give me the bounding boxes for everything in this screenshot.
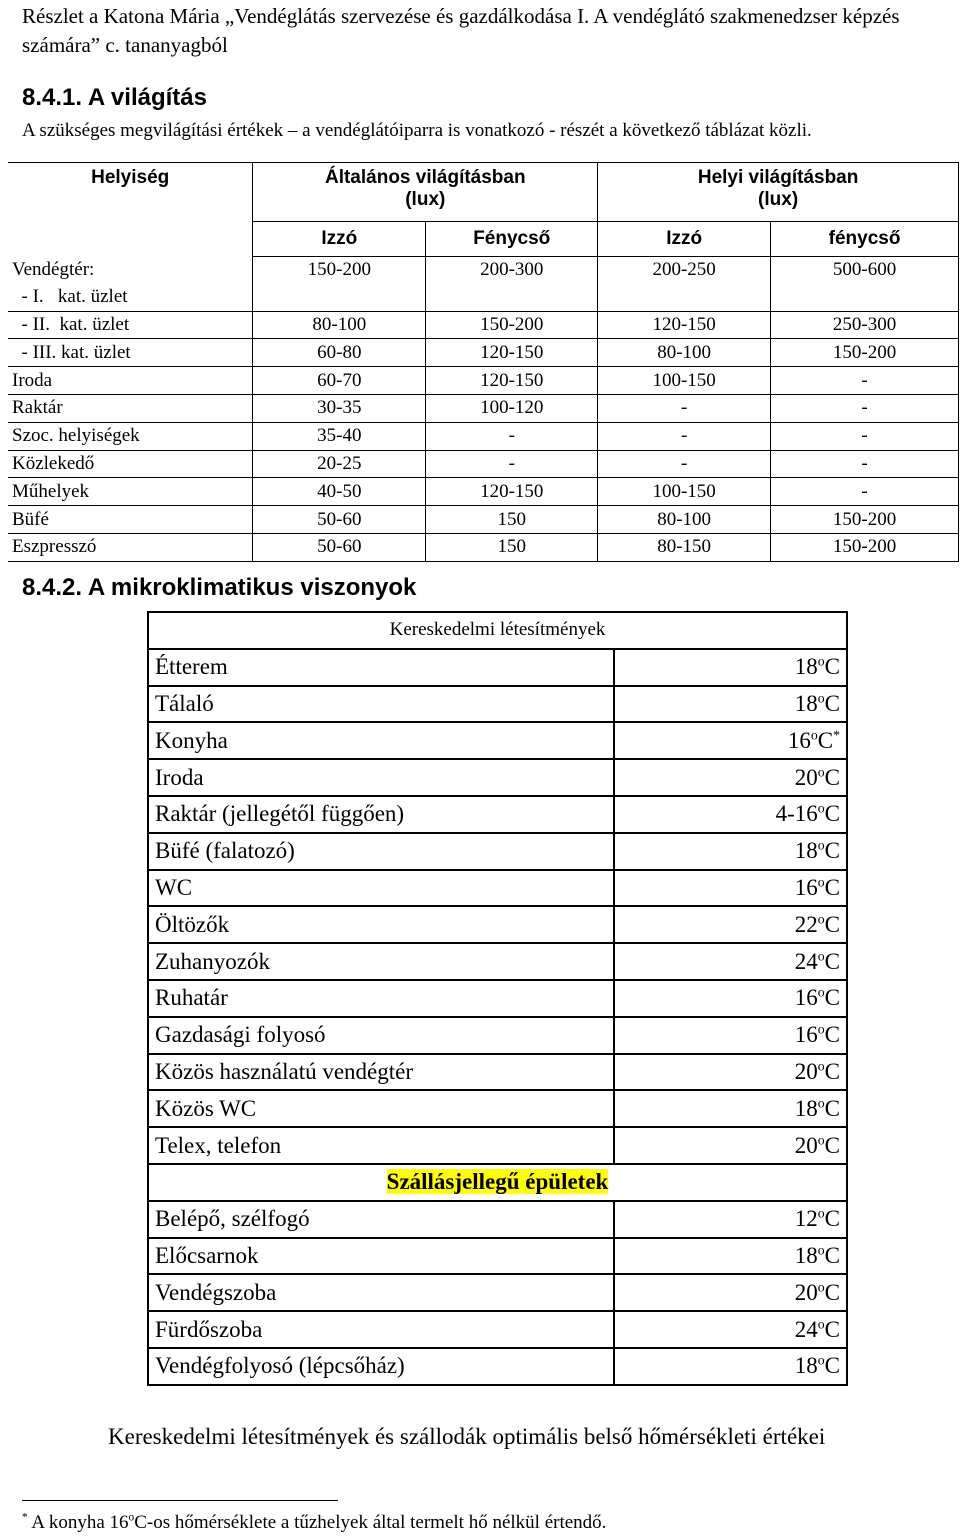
row-label: Eszpresszó (8, 533, 253, 561)
group-lodging-cell (148, 1164, 847, 1201)
value-cell: 50-60 (253, 533, 426, 561)
temp-number: 16 (794, 985, 818, 1011)
temp-number: 18 (794, 1095, 818, 1121)
value-cell (426, 284, 598, 311)
degree-sign: o (810, 727, 818, 743)
climate-row (148, 649, 847, 686)
temp-number: 20 (794, 764, 818, 790)
lighting-row (8, 478, 959, 506)
climate-row (148, 1311, 847, 1348)
temperature-value (614, 1090, 847, 1127)
room-label: Előcsarnok (148, 1238, 614, 1275)
temperature-value (614, 1348, 847, 1385)
value-cell: 40-50 (253, 478, 426, 506)
climate-row (148, 722, 847, 759)
subheader-cell: Fénycső (426, 222, 598, 257)
header-room: Helyiség (8, 163, 253, 222)
value-cell: - (598, 450, 771, 478)
temperature-value (614, 759, 847, 796)
degree-sign: o (817, 947, 825, 963)
temp-number: 16 (794, 874, 818, 900)
temp-number: 18 (794, 838, 818, 864)
footnote (22, 1512, 606, 1534)
temp-number: 18 (794, 654, 818, 680)
footnote-text-pre: A konyha 16 (27, 1512, 129, 1533)
value-cell: 250-300 (771, 311, 959, 339)
header-general-label: Általános világításban (324, 167, 526, 188)
degree-sign: o (817, 800, 825, 816)
climate-row (148, 1274, 847, 1311)
lighting-row (8, 257, 959, 284)
climate-row (148, 1090, 847, 1127)
lighting-table-body (8, 257, 959, 562)
degree-sign: o (817, 1205, 825, 1221)
temp-unit: C (824, 801, 840, 827)
temp-number: 16 (794, 1022, 818, 1048)
temp-unit: C (824, 1316, 840, 1342)
row-label: Közlekedő (8, 450, 253, 478)
value-cell: 60-80 (253, 339, 426, 367)
temp-unit: C (824, 1058, 840, 1084)
climate-row (148, 1017, 847, 1054)
temperature-value (614, 1127, 847, 1164)
value-cell: 100-120 (426, 394, 598, 422)
temp-number: 18 (794, 1353, 818, 1379)
value-cell: 100-150 (598, 478, 771, 506)
footnote-divider (22, 1500, 338, 1501)
degree-sign: o (817, 874, 825, 890)
value-cell: - (771, 422, 959, 450)
temp-unit: C (824, 764, 840, 790)
value-cell: - (771, 394, 959, 422)
climate-row (148, 796, 847, 833)
temperature-value (614, 906, 847, 943)
climate-row (148, 870, 847, 907)
temp-number: 4-16 (775, 801, 818, 827)
climate-row (148, 1201, 847, 1238)
value-cell: 150-200 (253, 257, 426, 284)
lighting-row (8, 450, 959, 478)
climate-row (148, 1127, 847, 1164)
value-cell: 80-150 (598, 533, 771, 561)
row-label: Műhelyek (8, 478, 253, 506)
temperature-value (614, 649, 847, 686)
climate-row (148, 1054, 847, 1091)
temperature-value (614, 980, 847, 1017)
value-cell (253, 284, 426, 311)
room-label: Belépő, szélfogó (148, 1201, 614, 1238)
value-cell: 500-600 (771, 257, 959, 284)
temp-number: 24 (794, 948, 818, 974)
value-cell: 150 (426, 506, 598, 534)
value-cell: 120-150 (426, 339, 598, 367)
climate-row (148, 1238, 847, 1275)
value-cell: 80-100 (253, 311, 426, 339)
temp-unit: C (824, 1206, 840, 1232)
lighting-row (8, 394, 959, 422)
row-label: - III. kat. üzlet (8, 339, 253, 367)
climate-row (148, 943, 847, 980)
value-cell: 120-150 (426, 478, 598, 506)
degree-sign: o (817, 837, 825, 853)
lighting-row (8, 339, 959, 367)
climate-row (148, 759, 847, 796)
climate-row (148, 1348, 847, 1385)
group-commercial-cell (148, 612, 847, 649)
room-label: Vendégfolyosó (lépcsőház) (148, 1348, 614, 1385)
degree-sign: o (817, 1058, 825, 1074)
header-local-label: Helyi világításban (697, 167, 859, 188)
section-title-climate: 8.4.2. A mikroklimatikus viszonyok (22, 574, 417, 601)
temp-unit: C (824, 1279, 840, 1305)
temperature-value (614, 1238, 847, 1275)
degree-sign: o (817, 911, 825, 927)
row-label: - II. kat. üzlet (8, 311, 253, 339)
temp-unit: C (824, 911, 840, 937)
degree-sign: o (817, 1242, 825, 1258)
temp-number: 24 (794, 1316, 818, 1342)
degree-sign: o (817, 1352, 825, 1368)
degree-sign: o (817, 1131, 825, 1147)
room-label: Gazdasági folyosó (148, 1017, 614, 1054)
temperature-value (614, 1017, 847, 1054)
room-label: Iroda (148, 759, 614, 796)
lighting-table (8, 162, 959, 562)
header-general (253, 163, 598, 222)
footnote-text-post: C-os hőmérséklete a tűzhelyek által termelt hő nélkül értendő. (134, 1512, 607, 1533)
degree-sign: o (817, 1315, 825, 1331)
temperature-value (614, 796, 847, 833)
temperature-value (614, 1274, 847, 1311)
temp-number: 20 (794, 1058, 818, 1084)
row-label: Raktár (8, 394, 253, 422)
value-cell: 200-300 (426, 257, 598, 284)
value-cell: 120-150 (598, 311, 771, 339)
value-cell: 80-100 (598, 339, 771, 367)
lighting-row (8, 367, 959, 395)
value-cell: - (598, 394, 771, 422)
header-local-unit: (lux) (758, 189, 799, 210)
value-cell: - (771, 367, 959, 395)
value-cell: 80-100 (598, 506, 771, 534)
temperature-value (614, 943, 847, 980)
temperature-value (614, 686, 847, 723)
temp-unit: C (817, 727, 834, 753)
temp-unit: C (824, 690, 840, 716)
value-cell: 150-200 (771, 533, 959, 561)
temp-number: 16 (787, 727, 811, 753)
climate-row (148, 906, 847, 943)
value-cell: - (426, 450, 598, 478)
climate-caption: Kereskedelmi létesítmények és szállodák optimális belső hőmérsékleti értékei (108, 1424, 826, 1449)
temp-unit: C (824, 948, 840, 974)
value-cell: 150-200 (771, 506, 959, 534)
room-label: Közös WC (148, 1090, 614, 1127)
temp-unit: C (824, 1242, 840, 1268)
room-label: WC (148, 870, 614, 907)
degree-sign: o (817, 763, 825, 779)
subheader-cell: Izzó (598, 222, 771, 257)
value-cell (598, 284, 771, 311)
degree-sign: o (817, 1279, 825, 1295)
value-cell: 35-40 (253, 422, 426, 450)
climate-table-body (148, 612, 847, 1385)
lighting-row (8, 284, 959, 311)
lighting-row (8, 311, 959, 339)
temp-number: 22 (794, 911, 818, 937)
lighting-row (8, 422, 959, 450)
group-commercial-label: Kereskedelmi létesítmények (389, 619, 606, 641)
room-label: Vendégszoba (148, 1274, 614, 1311)
group-commercial (148, 612, 847, 649)
temp-number: 20 (794, 1279, 818, 1305)
climate-row (148, 686, 847, 723)
row-label: Vendégtér: (8, 257, 253, 284)
footnote-mark: * (22, 1511, 28, 1524)
temp-number: 18 (794, 690, 818, 716)
room-label: Konyha (148, 722, 614, 759)
value-cell: 120-150 (426, 367, 598, 395)
degree-sign: o (817, 653, 825, 669)
value-cell: 20-25 (253, 450, 426, 478)
row-label: Büfé (8, 506, 253, 534)
temperature-value (614, 1054, 847, 1091)
footnote-degree: o (128, 1511, 135, 1524)
room-label: Telex, telefon (148, 1127, 614, 1164)
intro-text: Részlet a Katona Mária „Vendéglátás szervezése és gazdálkodása I. A vendéglátó szakmenedzser képzés számára” c. tananyagból (22, 4, 900, 57)
temperature-value (614, 833, 847, 870)
temp-number: 18 (794, 1242, 818, 1268)
value-cell: 150-200 (771, 339, 959, 367)
room-label: Közös használatú vendégtér (148, 1054, 614, 1091)
value-cell: 150 (426, 533, 598, 561)
value-cell: - (598, 422, 771, 450)
header-local (598, 163, 959, 222)
value-cell: 60-70 (253, 367, 426, 395)
temperature-value (614, 1311, 847, 1348)
temp-number: 12 (794, 1206, 818, 1232)
lighting-row (8, 533, 959, 561)
row-label: - I. kat. üzlet (8, 284, 253, 311)
room-label: Öltözők (148, 906, 614, 943)
temp-unit: C (824, 1132, 840, 1158)
degree-sign: o (817, 1021, 825, 1037)
section-title-lighting: 8.4.1. A világítás (22, 84, 207, 111)
climate-table (147, 611, 848, 1386)
row-label: Iroda (8, 367, 253, 395)
value-cell: 150-200 (426, 311, 598, 339)
degree-sign: o (817, 690, 825, 706)
room-label: Büfé (falatozó) (148, 833, 614, 870)
value-cell: - (426, 422, 598, 450)
lighting-lead-text: A szükséges megvilágítási értékek – a vendéglátóiparra is vonatkozó - részét a következő táblázat közli. (22, 120, 812, 141)
value-cell: 100-150 (598, 367, 771, 395)
value-cell: 50-60 (253, 506, 426, 534)
temp-unit: C (824, 654, 840, 680)
temp-number: 20 (794, 1132, 818, 1158)
temperature-value (614, 722, 847, 759)
temp-unit: C (824, 1353, 840, 1379)
room-label: Étterem (148, 649, 614, 686)
group-lodging (148, 1164, 847, 1201)
value-cell: 30-35 (253, 394, 426, 422)
temp-unit: C (824, 838, 840, 864)
room-label: Ruhatár (148, 980, 614, 1017)
value-cell (771, 284, 959, 311)
room-label: Zuhanyozók (148, 943, 614, 980)
header-general-unit: (lux) (405, 189, 446, 210)
temp-unit: C (824, 1095, 840, 1121)
climate-row (148, 980, 847, 1017)
header-room-spacer (8, 222, 253, 257)
room-label: Tálaló (148, 686, 614, 723)
subheader-cell: Izzó (253, 222, 426, 257)
lighting-row (8, 506, 959, 534)
footnote-ref: * (833, 727, 840, 743)
temp-unit: C (824, 985, 840, 1011)
room-label: Fürdőszoba (148, 1311, 614, 1348)
temp-unit: C (824, 1022, 840, 1048)
degree-sign: o (817, 984, 825, 1000)
value-cell: 200-250 (598, 257, 771, 284)
value-cell: - (771, 450, 959, 478)
degree-sign: o (817, 1095, 825, 1111)
group-lodging-label: Szállásjellegű épületek (386, 1169, 609, 1195)
temperature-value (614, 1201, 847, 1238)
room-label: Raktár (jellegétől függően) (148, 796, 614, 833)
temp-unit: C (824, 874, 840, 900)
value-cell: - (771, 478, 959, 506)
row-label: Szoc. helyiségek (8, 422, 253, 450)
temperature-value (614, 870, 847, 907)
subheader-cell: fénycső (771, 222, 959, 257)
climate-row (148, 833, 847, 870)
